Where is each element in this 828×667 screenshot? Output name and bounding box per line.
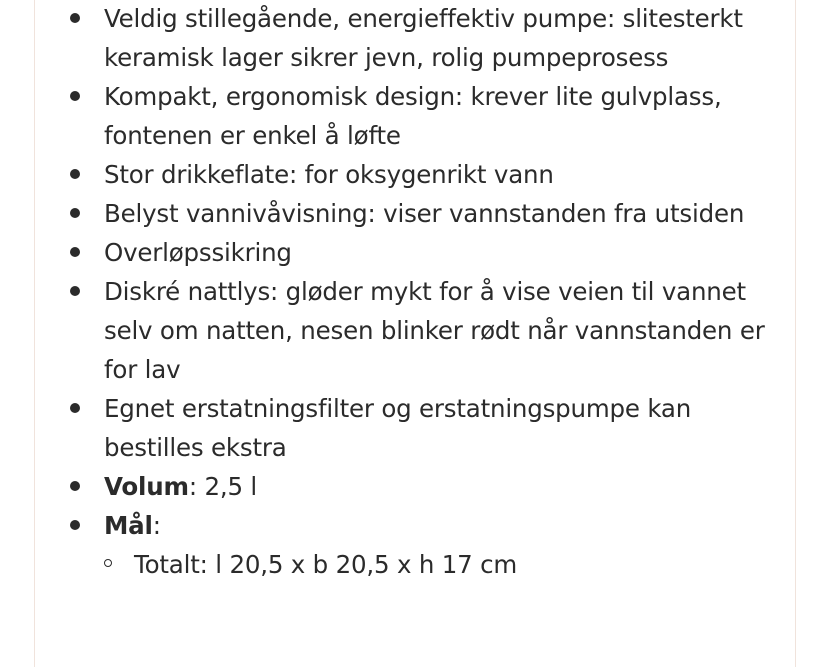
feature-text: Diskré nattlys: gløder mykt for å vise veien til vannet selv om natten, nesen blinker rødt når vannstanden er for lav <box>104 277 765 384</box>
bullet-icon <box>70 286 80 296</box>
dimension-total-text: Totalt: l 20,5 x b 20,5 x h 17 cm <box>134 550 518 579</box>
list-item <box>0 77 828 155</box>
list-item <box>0 272 828 389</box>
list-item <box>0 194 828 233</box>
list-item <box>0 0 828 77</box>
bullet-icon <box>70 169 80 179</box>
hollow-bullet-icon <box>104 559 112 567</box>
bullet-icon <box>70 13 80 23</box>
list-item <box>0 155 828 194</box>
volume-value: : 2,5 l <box>188 472 258 501</box>
feature-text: Belyst vannivåvisning: viser vannstanden fra utsiden <box>104 199 745 228</box>
dimensions-item <box>0 506 828 584</box>
volume-label: Volum <box>104 472 189 501</box>
feature-text: Egnet erstatningsfilter og erstatningspumpe kan bestilles ekstra <box>104 394 692 462</box>
feature-text: Kompakt, ergonomisk design: krever lite gulvplass, fontenen er enkel å løfte <box>104 82 722 150</box>
sub-list-item <box>104 545 768 584</box>
bullet-icon <box>70 247 80 257</box>
volume-item <box>0 467 828 506</box>
bullet-icon <box>70 403 80 413</box>
bullet-icon <box>70 520 80 530</box>
dimensions-label: Mål <box>104 511 153 540</box>
bullet-icon <box>70 481 80 491</box>
dimensions-sublist <box>104 545 768 584</box>
feature-text: Stor drikkeflate: for oksygenrikt vann <box>104 160 554 189</box>
list-item <box>0 389 828 467</box>
feature-text: Overløpssikring <box>104 238 292 267</box>
bullet-icon <box>70 91 80 101</box>
list-item <box>0 233 828 272</box>
bullet-icon <box>70 208 80 218</box>
feature-text: Veldig stillegående, energieffektiv pumpe: slitesterkt keramisk lager sikrer jevn, rolig pumpeprosess <box>104 4 743 72</box>
dimensions-suffix: : <box>152 511 161 540</box>
